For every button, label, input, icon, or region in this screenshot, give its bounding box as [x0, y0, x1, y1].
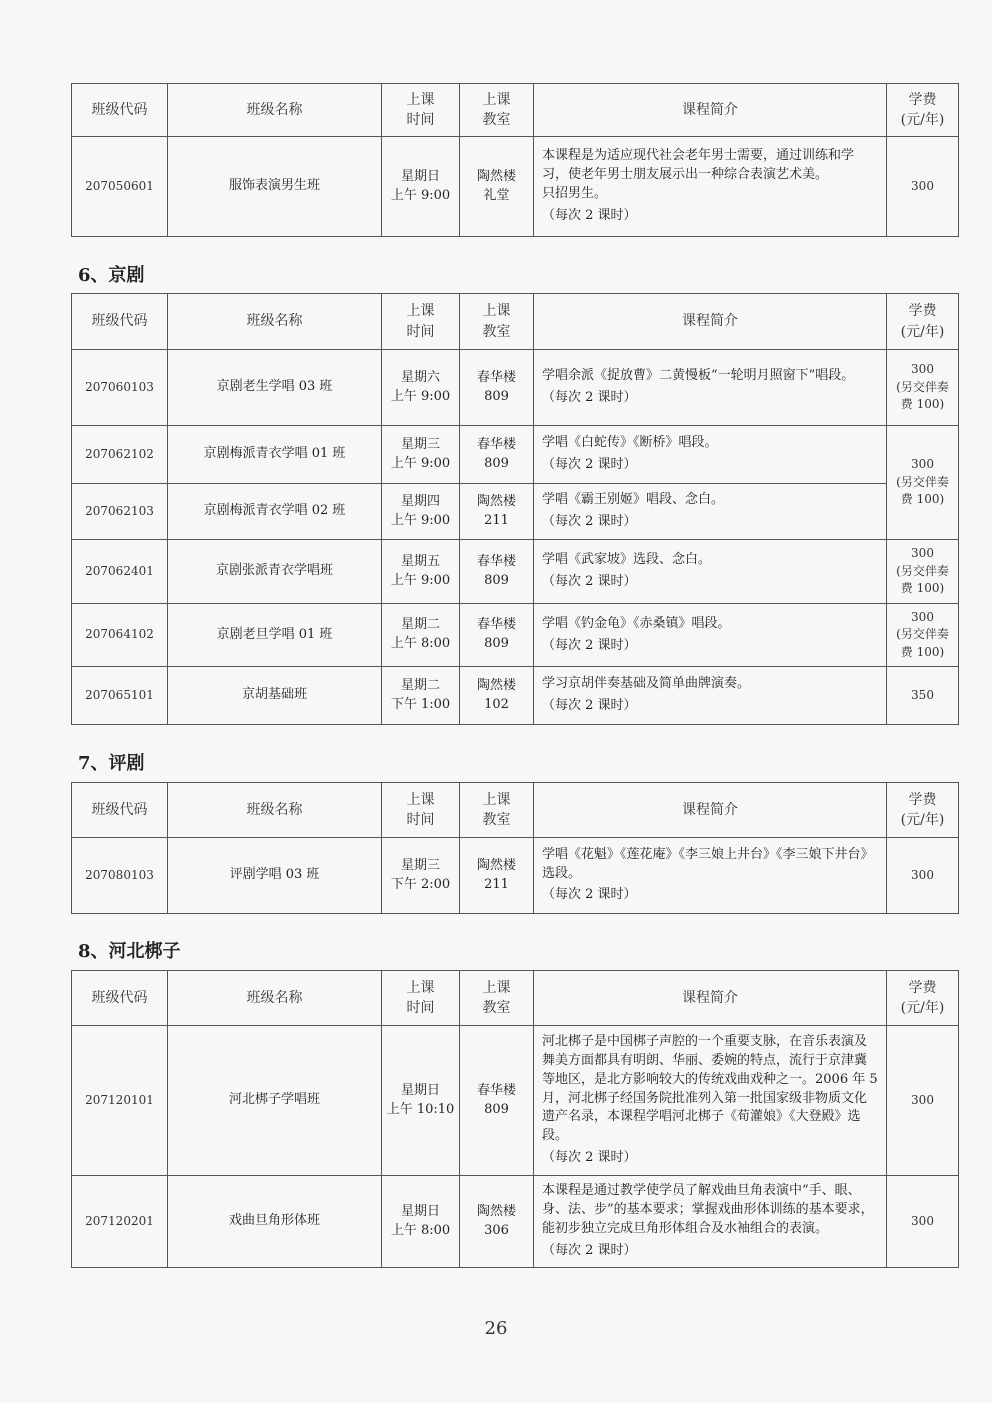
classroom	[460, 484, 534, 540]
tuition-fee-line: 300	[911, 609, 934, 624]
table-header-row	[72, 783, 959, 838]
header-tuition	[887, 783, 959, 838]
header-tuition-line: (元/年)	[900, 323, 945, 340]
class-time-line: 星期二	[400, 677, 440, 693]
header-tuition-line: 学费	[908, 303, 937, 320]
classroom	[460, 604, 534, 667]
tuition-fee-line: (另交伴奏	[896, 379, 949, 394]
classroom-line: 809	[484, 1101, 509, 1117]
tuition-fee-line: (另交伴奏	[896, 627, 949, 642]
class-hours-note: （每次 2 课时）	[542, 1242, 637, 1258]
class-time-line: 下午 2:00	[390, 876, 451, 892]
header-class-code: 班级代码	[72, 84, 168, 137]
course-description	[534, 484, 887, 540]
tuition-fee-line: 300	[911, 362, 934, 377]
header-class-time-line: 时间	[406, 112, 435, 128]
class-time	[382, 1176, 460, 1268]
header-class-code: 班级代码	[72, 971, 168, 1026]
header-course-description: 课程简介	[534, 971, 887, 1026]
description-text: 学唱《武家坡》选段、念白。	[542, 552, 712, 568]
class-time	[382, 667, 460, 725]
table-row	[72, 540, 959, 604]
header-tuition	[887, 294, 959, 350]
header-tuition	[887, 971, 959, 1026]
class-time-line: 星期日	[400, 1082, 440, 1098]
tuition-fee	[887, 540, 959, 604]
header-class-time	[382, 84, 460, 137]
table-row	[72, 604, 959, 667]
tuition-fee-line: (另交伴奏	[896, 474, 949, 489]
header-class-name: 班级名称	[168, 294, 382, 350]
course-description	[534, 1026, 887, 1176]
section-title-pingju: 7、评剧	[78, 753, 145, 774]
classroom-line: 211	[484, 512, 509, 528]
classroom-line: 809	[484, 572, 509, 588]
class-hours-note: （每次 2 课时）	[542, 887, 637, 903]
header-tuition	[887, 84, 959, 137]
class-code: 207120101	[72, 1026, 168, 1176]
class-time	[382, 540, 460, 604]
class-name: 京剧老旦学唱 01 班	[168, 604, 382, 667]
header-class-time	[382, 971, 460, 1026]
tuition-fee-line: 350	[911, 687, 934, 702]
class-time-line: 星期三	[400, 436, 440, 452]
classroom-line: 春华楼	[476, 617, 516, 633]
header-classroom-line: 教室	[482, 812, 511, 828]
class-name: 京剧老生学唱 03 班	[168, 350, 382, 426]
classroom-line: 809	[484, 636, 509, 651]
header-classroom	[460, 294, 534, 350]
header-class-time	[382, 783, 460, 838]
classroom	[460, 426, 534, 484]
header-tuition-line: 学费	[908, 791, 937, 808]
class-time-line: 上午 8:00	[390, 636, 451, 651]
class-time	[382, 838, 460, 914]
class-name: 京剧梅派青衣学唱 01 班	[168, 426, 382, 484]
class-hours-note: （每次 2 课时）	[542, 574, 637, 589]
course-table-jingju	[71, 293, 959, 725]
tuition-fee	[887, 1176, 959, 1268]
course-table-pingju	[71, 782, 959, 914]
class-name: 戏曲旦角形体班	[168, 1176, 382, 1268]
header-class-time-line: 上课	[406, 979, 435, 996]
tuition-fee	[887, 1026, 959, 1176]
class-code: 207062103	[72, 484, 168, 540]
header-classroom-line: 教室	[482, 1000, 511, 1016]
header-course-description: 课程简介	[534, 84, 887, 137]
header-class-name: 班级名称	[168, 84, 382, 137]
header-classroom	[460, 783, 534, 838]
class-hours-note: （每次 2 课时）	[542, 637, 637, 653]
header-class-time-line: 时间	[406, 323, 435, 340]
course-description	[534, 667, 887, 725]
header-class-time-line: 上课	[406, 791, 435, 808]
header-class-time-line: 上课	[406, 303, 435, 320]
class-time	[382, 604, 460, 667]
classroom-line: 211	[484, 876, 509, 892]
tuition-fee-line: 费 100)	[900, 492, 945, 507]
course-description	[534, 1176, 887, 1268]
tuition-fee-line: 300	[911, 1092, 934, 1107]
header-class-time-line: 上课	[406, 91, 435, 108]
header-tuition-line: 学费	[908, 979, 937, 996]
table-header-row	[72, 84, 959, 137]
classroom	[460, 838, 534, 914]
section-title-hebei-bangzi: 8、河北梆子	[78, 941, 181, 962]
class-time-line: 星期六	[400, 369, 440, 385]
classroom-line: 102	[484, 696, 509, 712]
classroom-line: 礼堂	[483, 187, 510, 203]
class-time	[382, 1026, 460, 1176]
class-name: 京胡基础班	[168, 667, 382, 725]
tuition-fee-line: 300	[911, 867, 934, 882]
header-tuition-line: (元/年)	[900, 1000, 945, 1016]
description-text: 学唱余派《捉放曹》二黄慢板“一轮明月照窗下”唱段。	[542, 368, 855, 384]
header-classroom	[460, 84, 534, 137]
description-text: 只招男生。	[542, 186, 608, 201]
tuition-fee	[887, 137, 959, 237]
class-hours-note: （每次 2 课时）	[542, 1150, 637, 1166]
tuition-fee-line: 300	[911, 178, 934, 193]
class-time	[382, 137, 460, 237]
header-class-time-line: 时间	[406, 812, 435, 828]
tuition-fee-line: (另交伴奏	[896, 563, 949, 578]
course-description	[534, 604, 887, 667]
header-tuition-line: (元/年)	[900, 812, 945, 828]
description-text: 学习京胡伴奏基础及简单曲牌演奏。	[542, 676, 751, 692]
header-classroom-line: 上课	[482, 91, 511, 108]
table-row	[72, 137, 959, 237]
class-time	[382, 484, 460, 540]
header-classroom-line: 上课	[482, 791, 511, 808]
table-row	[72, 667, 959, 725]
header-course-description: 课程简介	[534, 783, 887, 838]
description-text: 本课程是通过教学使学员了解戏曲旦角表演中“手、眼、身、法、步”的基本要求；掌握戏曲形体训练的基本要求，能初步独立完成旦角形体组合及水袖组合的表演。	[542, 1183, 874, 1236]
class-hours-note: （每次 2 课时）	[542, 390, 637, 405]
course-description	[534, 838, 887, 914]
classroom	[460, 1026, 534, 1176]
class-time	[382, 426, 460, 484]
class-hours-note: （每次 2 课时）	[542, 457, 637, 472]
class-time-line: 星期二	[400, 617, 440, 633]
course-table-fashion	[71, 83, 959, 237]
classroom-line: 陶然楼	[476, 677, 516, 693]
header-classroom	[460, 971, 534, 1026]
table-row	[72, 484, 959, 540]
description-text: 本课程是为适应现代社会老年男士需要，通过训练和学习，使老年男士朋友展示出一种综合表演艺术美。	[542, 148, 855, 183]
classroom	[460, 667, 534, 725]
classroom-line: 春华楼	[476, 1082, 516, 1098]
class-code: 207062401	[72, 540, 168, 604]
header-class-code: 班级代码	[72, 783, 168, 838]
header-classroom-line: 上课	[482, 979, 511, 996]
class-name: 评剧学唱 03 班	[168, 838, 382, 914]
tuition-fee-line: 费 100)	[900, 397, 945, 412]
header-classroom-line: 教室	[482, 112, 511, 128]
class-time-line: 上午 9:00	[390, 455, 451, 471]
class-time-line: 上午 9:00	[390, 512, 451, 528]
class-name: 服饰表演男生班	[168, 137, 382, 237]
description-text: 学唱《花魁》《莲花庵》《李三娘上井台》《李三娘下井台》选段。	[542, 846, 874, 881]
description-text: 学唱《白蛇传》《断桥》唱段。	[542, 435, 718, 451]
class-time-line: 星期日	[400, 168, 440, 184]
table-row	[72, 350, 959, 426]
course-table-hebei-bangzi	[71, 970, 959, 1268]
classroom-line: 春华楼	[476, 436, 516, 452]
description-text: 河北梆子是中国梆子声腔的一个重要支脉，在音乐表演及舞美方面都具有明朗、华丽、委婉的特点，流行于京津冀等地区，是北方影响较大的传统戏曲戏种之一。2006 年 5 月，河北梆子经国务院批准列入第一批国家级非物质文化遗产名录，本课程学唱河北梆子《荀灌娘》《大登殿》选段。	[542, 1034, 878, 1144]
tuition-fee	[887, 604, 959, 667]
class-time-line: 星期四	[400, 493, 440, 509]
class-hours-note: （每次 2 课时）	[542, 514, 637, 529]
header-class-name: 班级名称	[168, 971, 382, 1026]
tuition-fee-line: 300	[911, 1213, 934, 1228]
tuition-fee-line: 300	[911, 457, 934, 472]
classroom	[460, 540, 534, 604]
classroom-line: 春华楼	[476, 369, 516, 385]
description-text: 学唱《钓金龟》《赤桑镇》唱段。	[542, 615, 731, 631]
table-header-row	[72, 294, 959, 350]
tuition-fee	[887, 667, 959, 725]
class-code: 207050601	[72, 137, 168, 237]
course-description	[534, 137, 887, 237]
classroom-line: 陶然楼	[476, 1203, 516, 1219]
course-description	[534, 350, 887, 426]
classroom-line: 陶然楼	[476, 168, 516, 184]
class-code: 207120201	[72, 1176, 168, 1268]
header-classroom-line: 教室	[482, 323, 511, 340]
classroom-line: 春华楼	[476, 553, 516, 569]
class-time-line: 上午 9:00	[390, 388, 451, 404]
table-row	[72, 426, 959, 484]
table-header-row	[72, 971, 959, 1026]
class-time-line: 星期日	[400, 1203, 440, 1219]
class-name: 京剧梅派青衣学唱 02 班	[168, 484, 382, 540]
tuition-fee	[887, 426, 959, 540]
class-name: 河北梆子学唱班	[168, 1026, 382, 1176]
course-description	[534, 540, 887, 604]
tuition-fee-line: 300	[911, 546, 934, 561]
table-row	[72, 838, 959, 914]
class-hours-note: （每次 2 课时）	[542, 207, 637, 223]
header-class-time-line: 时间	[406, 1000, 435, 1016]
class-time-line: 上午 8:00	[390, 1222, 451, 1238]
classroom	[460, 350, 534, 426]
classroom-line: 809	[484, 455, 509, 471]
class-time-line: 上午 9:00	[390, 572, 451, 588]
class-time-line: 星期三	[400, 857, 440, 873]
section-title-jingju: 6、京剧	[78, 265, 145, 286]
header-class-code: 班级代码	[72, 294, 168, 350]
class-code: 207062102	[72, 426, 168, 484]
tuition-fee-line: 费 100)	[900, 644, 945, 659]
header-class-name: 班级名称	[168, 783, 382, 838]
classroom-line: 陶然楼	[476, 857, 516, 873]
classroom	[460, 137, 534, 237]
classroom-line: 306	[484, 1222, 509, 1238]
class-time-line: 上午 10:10	[386, 1101, 455, 1117]
class-code: 207064102	[72, 604, 168, 667]
table-row	[72, 1026, 959, 1176]
classroom-line: 809	[484, 388, 509, 404]
tuition-fee	[887, 838, 959, 914]
header-tuition-line: 学费	[908, 91, 937, 108]
class-time	[382, 350, 460, 426]
description-text: 学唱《霸王别姬》唱段、念白。	[542, 492, 725, 508]
class-code: 207065101	[72, 667, 168, 725]
header-class-time	[382, 294, 460, 350]
class-time-line: 上午 9:00	[390, 187, 451, 203]
class-hours-note: （每次 2 课时）	[542, 698, 637, 713]
class-code: 207060103	[72, 350, 168, 426]
header-tuition-line: (元/年)	[900, 112, 945, 128]
header-course-description: 课程简介	[534, 294, 887, 350]
tuition-fee-line: 费 100)	[900, 581, 945, 596]
class-time-line: 星期五	[400, 553, 440, 569]
page-number: 26	[484, 1318, 508, 1339]
course-description	[534, 426, 887, 484]
class-time-line: 下午 1:00	[390, 696, 451, 712]
class-name: 京剧张派青衣学唱班	[168, 540, 382, 604]
classroom-line: 陶然楼	[476, 493, 516, 509]
tuition-fee	[887, 350, 959, 426]
header-classroom-line: 上课	[482, 303, 511, 320]
table-row	[72, 1176, 959, 1268]
class-code: 207080103	[72, 838, 168, 914]
classroom	[460, 1176, 534, 1268]
